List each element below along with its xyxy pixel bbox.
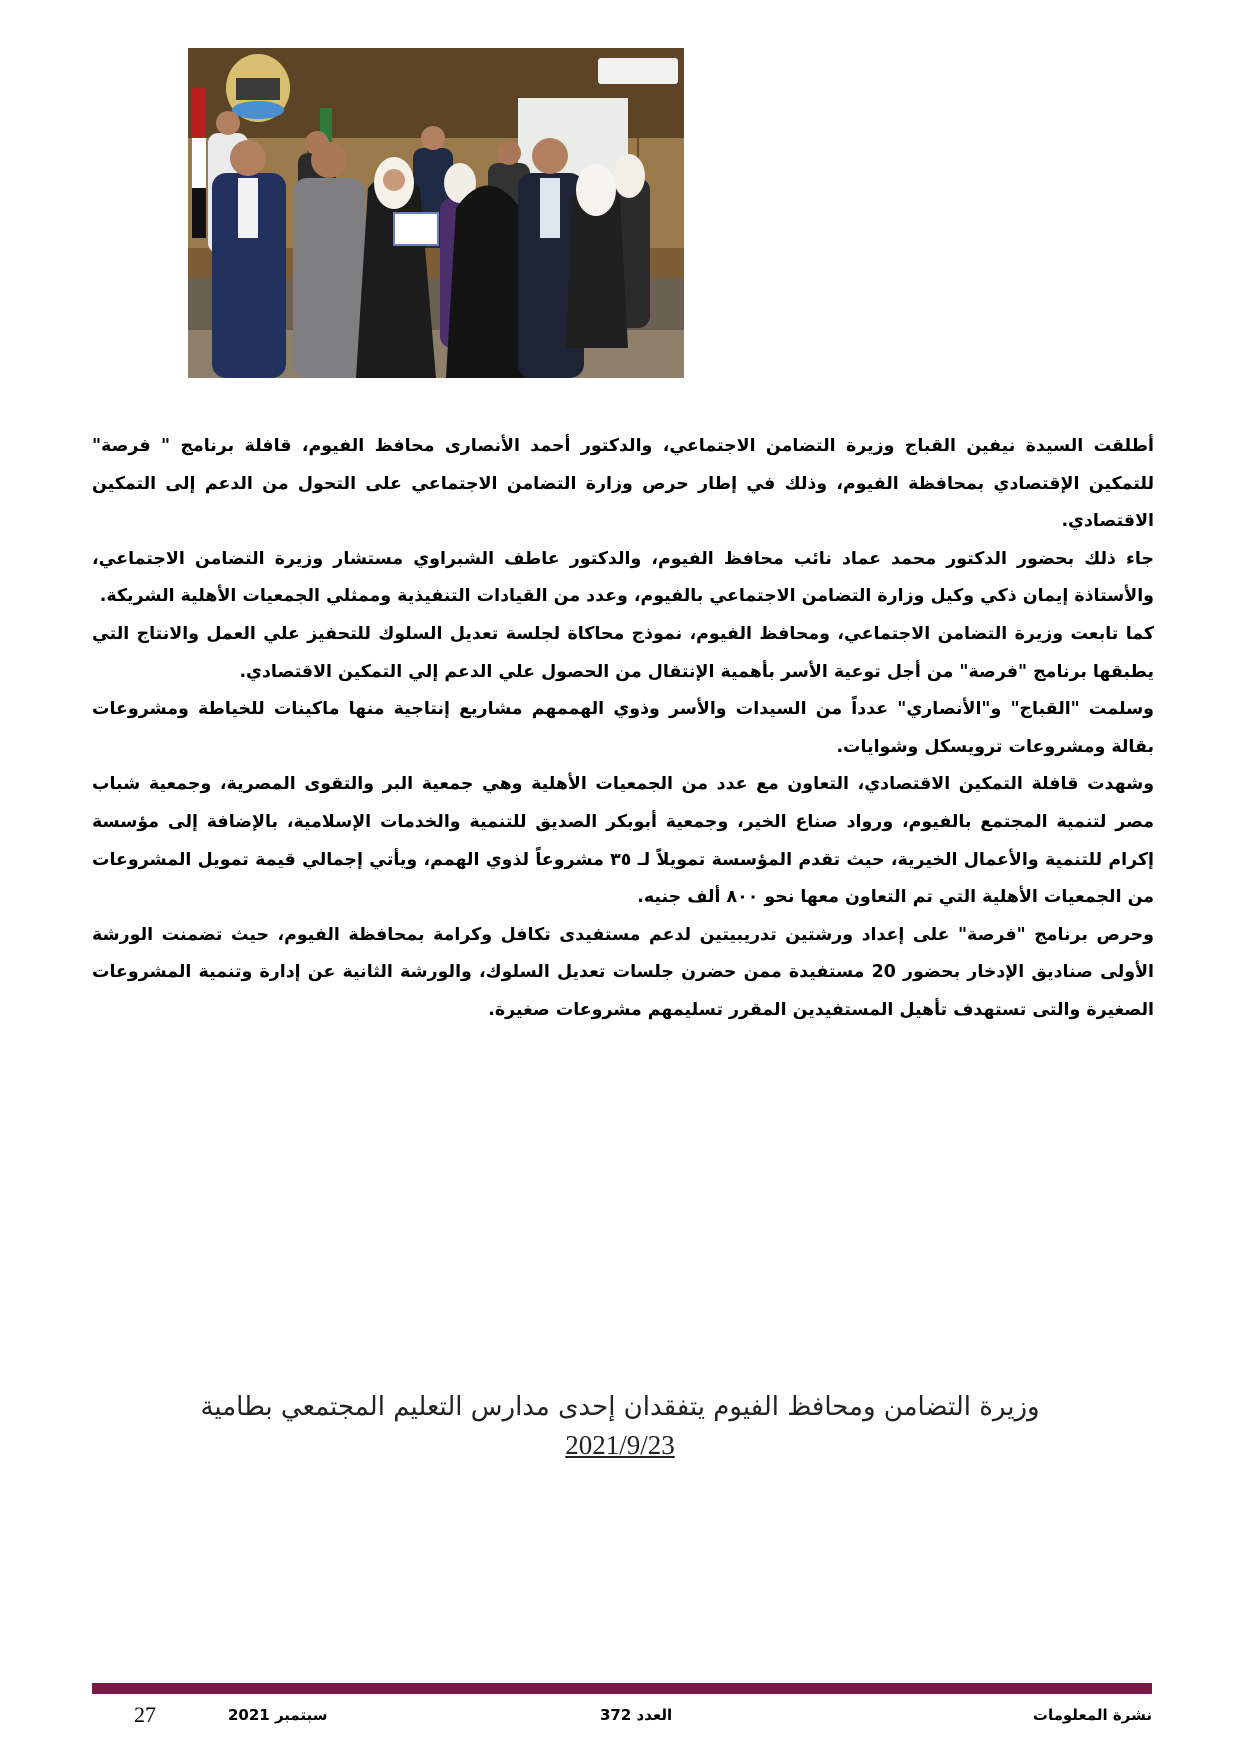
article-photo [188, 48, 684, 378]
article-body [92, 428, 1154, 1030]
article-paragraph: كما تابعت وزيرة التضامن الاجتماعي، ومحافظ الفيوم، نموذج محاكاة لجلسة تعديل السلوك للتحفيز علي العمل والانتاج التي يطبقها برنامج "فرصة" من أجل توعية الأسر بأهمية الإنتقال من الحصول علي الدعم إلي التمكين الاقتصادي. [92, 623, 1154, 682]
article-paragraph: وشهدت قافلة التمكين الاقتصادي، التعاون مع عدد من الجمعيات الأهلية وهي جمعية البر والتقوى المصرية، وجمعية شباب مصر لتنمية المجتمع بالفيوم، ورواد صناع الخير، وجمعية أبوبكر الصديق للتنمية والخدمات الإسلامية، بالإضافة إلى مؤسسة إكرام للتنمية والأعمال الخيرية، حيث تقدم المؤسسة تمويلاً لـ ٣٥ مشروعاً لذوي الهمم، ويأتي إجمالي قيمة تمويل المشروعات من الجمعيات الأهلية التي تم التعاون معها نحو ٨٠٠ ألف جنيه. [92, 774, 1154, 908]
next-article-date: 2021/9/23 [565, 1430, 675, 1460]
article-paragraph: وحرص برنامج "فرصة" على إعداد ورشتين تدريبيتين لدعم مستفيدى تكافل وكرامة بمحافظة الفيوم، حيث تضمنت الورشة الأولى صناديق الإدخار بحضور 20 مستفيدة ممن حضرن جلسات تعديل السلوك، والورشة الثانية عن إدارة وتنمية المشروعات الصغيرة والتى تستهدف تأهيل المستفيدين المقرر تسليمهم مشروعات صغيرة. [92, 924, 1155, 1020]
footer-date: سبتمبر 2021 [228, 1706, 328, 1724]
page-footer [92, 1700, 1152, 1730]
footer-rule [92, 1683, 1152, 1694]
page-number: 27 [134, 1702, 156, 1727]
footer-publication-name: نشرة المعلومات [1032, 1706, 1152, 1724]
footer-issue: العدد 372 [600, 1706, 673, 1724]
next-article-headline: وزيرة التضامن ومحافظ الفيوم يتفقدان إحدى مدارس التعليم المجتمعي بطامية [200, 1392, 1040, 1422]
article-paragraph: أطلقت السيدة نيفين القباج وزيرة التضامن الاجتماعي، والدكتور أحمد الأنصارى محافظ الفيوم، قافلة برنامج " فرصة" للتمكين الإقتصادي بمحافظة الفيوم، وذلك في إطار حرص وزارة التضامن الاجتماعي على التحول من الدعم إلى التمكين الاقتصادي. [92, 436, 1154, 532]
article-paragraph: وسلمت "القباج" و"الأنصاري" عدداً من السيدات والأسر وذوي الهممهم مشاريع إنتاجية منها ماكينات للخياطة ومشروعات بقالة ومشروعات ترويسكل وشوايات. [92, 699, 1154, 757]
article-paragraph: جاء ذلك بحضور الدكتور محمد عماد نائب محافظ الفيوم، والدكتور عاطف الشبراوي مستشار وزيرة التضامن الاجتماعي، والأستاذة إيمان ذكي وكيل وزارة التضامن الاجتماعي بالفيوم، وعدد من القيادات التنفيذية وممثلي الجمعيات الأهلية الشريكة. [92, 548, 1154, 607]
ceremony-photo-illustration [188, 48, 684, 378]
next-article-heading [120, 1388, 1120, 1464]
